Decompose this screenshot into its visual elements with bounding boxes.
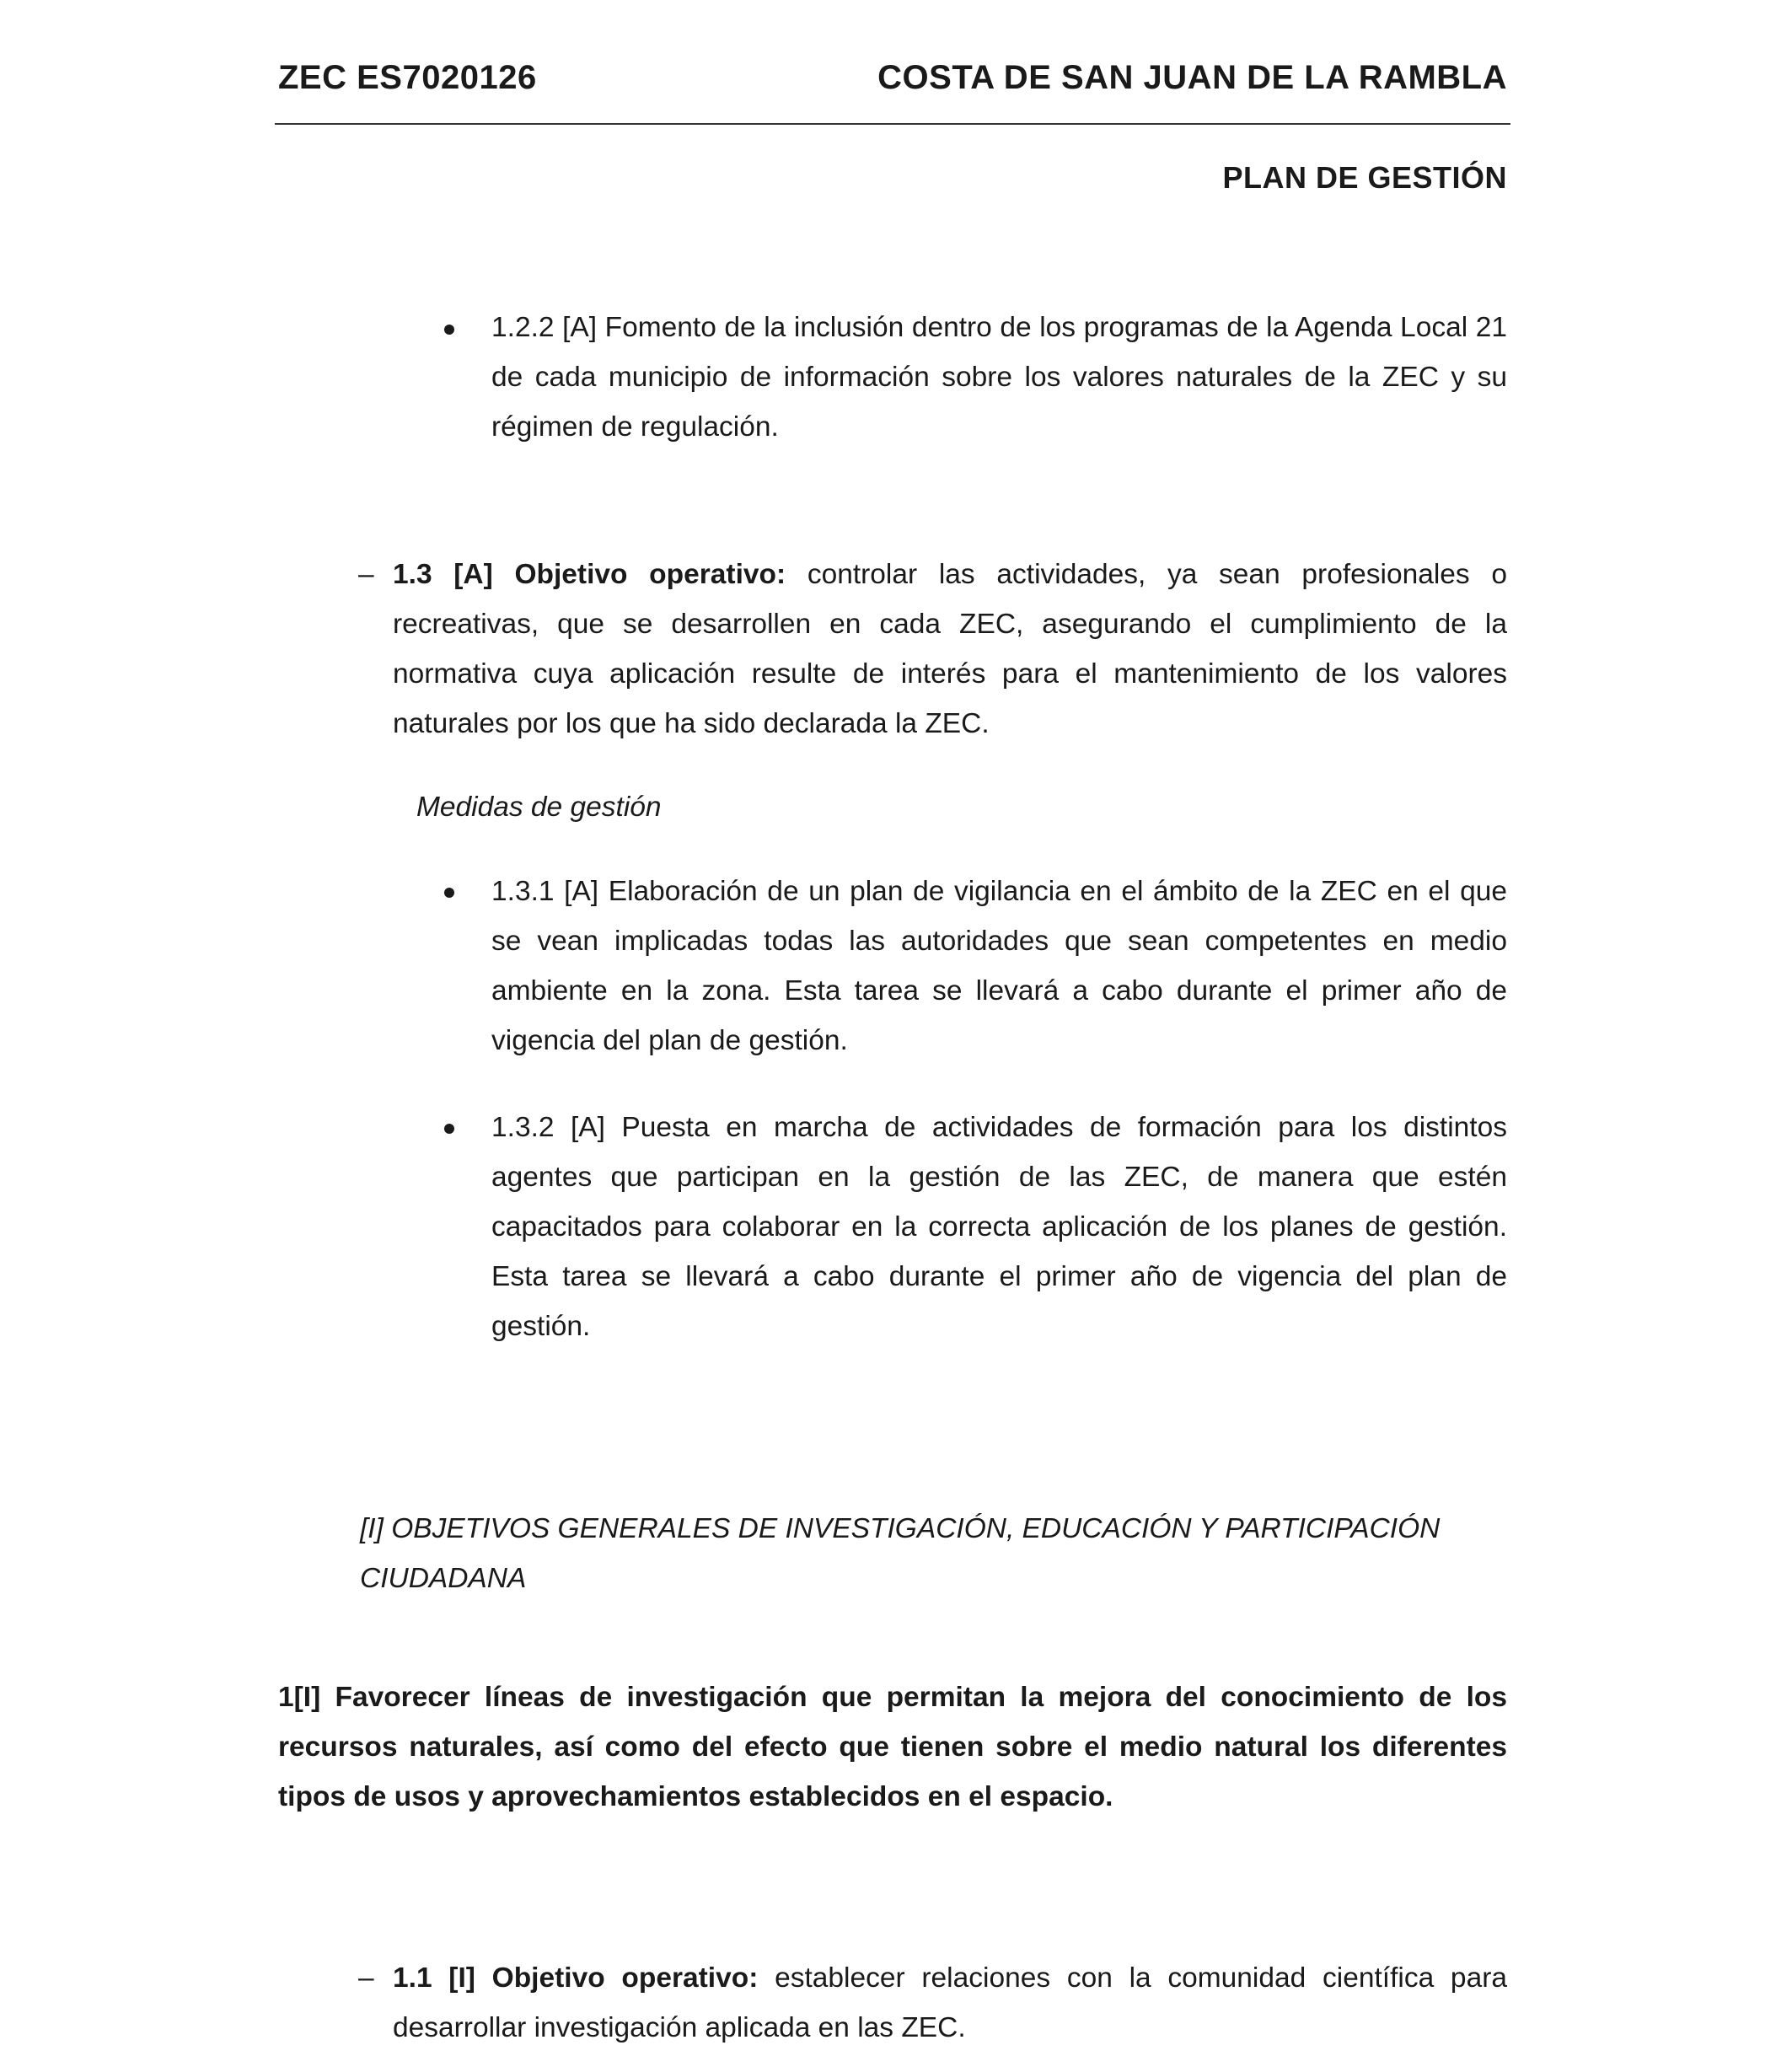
bullet-dot: [444, 325, 454, 335]
section-i-title: [I] OBJETIVOS GENERALES DE INVESTIGACIÓN, EDUCACIÓN Y PARTICIPACIÓN CIUDADANA: [360, 1513, 1441, 1594]
bullet-dot: [444, 888, 454, 898]
measure-1-3-2: 1.3.2 [A] Puesta en marcha de actividades de formación para los distintos agentes que participan en la gestión de las ZEC, de manera que estén capacitados para colaborar en la correcta aplicación de los planes de gestión. Esta tarea se llevará a cabo durante el primer año de vigencia del plan de gestión.: [491, 1112, 1507, 1342]
header-site-name: COSTA DE SAN JUAN DE LA RAMBLA: [877, 59, 1507, 96]
dash-marker: –: [358, 559, 374, 590]
objective-1-3-label: 1.3 [A] Objetivo operativo:: [393, 559, 786, 590]
goal-1-i: 1[I] Favorecer líneas de investigación que permitan la mejora del conocimiento de los recursos naturales, así como del efecto que tienen sobre el medio natural los diferentes tipos de usos y aprovechamientos establecidos en el espacio.: [278, 1682, 1507, 1812]
measure-1-2-2: 1.2.2 [A] Fomento de la inclusión dentro de los programas de la Agenda Local 21 de cada municipio de información sobre los valores naturales de la ZEC y su régimen de regulación.: [491, 312, 1507, 443]
bullet-dot: [444, 1124, 454, 1134]
objective-1-1-text: establecer relaciones con la comunidad científica para desarrollar investigación aplicada en las ZEC.: [393, 1962, 1507, 2043]
objective-1-3-text: controlar las actividades, ya sean profesionales o recreativas, que se desarrollen en cada ZEC, asegurando el cumplimiento de la normativa cuya aplicación resulte de interés para el mantenimiento de los valores naturales por los que ha sido declarada la ZEC.: [393, 559, 1507, 739]
dash-marker: –: [358, 1962, 374, 1994]
header-plan-title: PLAN DE GESTIÓN: [1222, 160, 1507, 195]
header-divider: [275, 123, 1510, 125]
header-zec-code: ZEC ES7020126: [278, 59, 537, 96]
objective-1-1-label: 1.1 [I] Objetivo operativo:: [393, 1962, 759, 1994]
measure-1-3-1: 1.3.1 [A] Elaboración de un plan de vigilancia en el ámbito de la ZEC en el que se vean implicadas todas las autoridades que sean competentes en medio ambiente en la zona. Esta tarea se llevará a cabo durante el primer año de vigencia del plan de gestión.: [491, 876, 1507, 1056]
measures-heading: Medidas de gestión: [416, 792, 662, 823]
objective-1-1-i: [393, 1953, 1507, 2053]
objective-1-3: [393, 550, 1507, 749]
